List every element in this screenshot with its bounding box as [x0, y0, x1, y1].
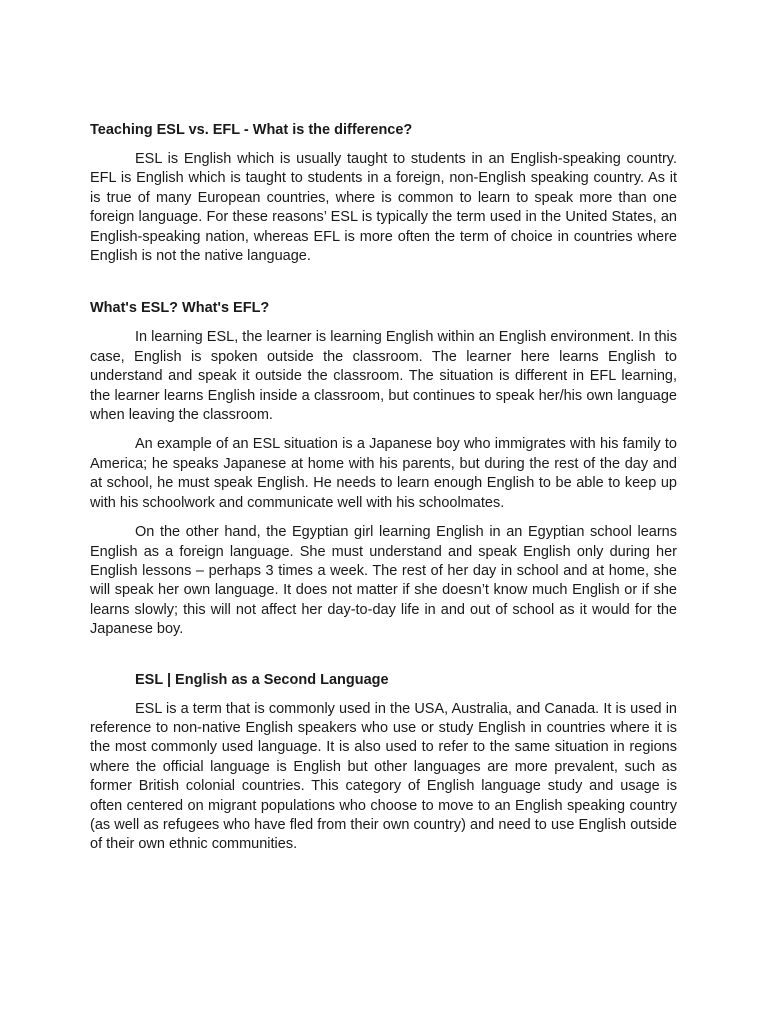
paragraph-esl-usage: ESL is a term that is commonly used in the USA, Australia, and Canada. It is used in reference to non-native English speakers who use or study English in countries where it is the most commonly used language. It is also used to refer to the same situation in regions where the official language is English but other languages are more prevalent, such as former British colonial countries. This category of English language study and usage is often centered on migrant populations who choose to move to an English speaking country (as well as refugees who have fled from their own country) and need to use English outside of their own ethnic communities. — [90, 700, 677, 853]
heading-whats-esl-efl: What's ESL? What's EFL? — [90, 300, 270, 317]
heading-esl-second-language: ESL | English as a Second Language — [135, 671, 389, 688]
paragraph-learning-environment: In learning ESL, the learner is learning English within an English environment. In this case, English is spoken outside the classroom. The learner here learns English to understand and speak it outside the classroom. The situation is different in EFL learning, the learner learns English inside a classroom, but continues to speak her/his own language when leaving the classroom. — [90, 329, 677, 424]
paragraph-esl-example: An example of an ESL situation is a Japanese boy who immigrates with his family to America; he speaks Japanese at home with his parents, but during the rest of the day and at school, he must speak English. He needs to learn enough English to be able to keep up with his schoolwork and communicate well with his schoolmates. — [90, 436, 677, 511]
paragraph-esl-efl-definition: ESL is English which is usually taught to students in an English-speaking country. EFL is English which is taught to students in a foreign, non-English speaking country. As it is true of many European countries, where is common to learn to speak more than one foreign language. For these reasons’ ESL is typically the term used in the United States, an English-speaking nation, whereas EFL is more often the term of choice in countries where English is not the native language. — [90, 151, 677, 265]
paragraph-efl-example: On the other hand, the Egyptian girl learning English in an Egyptian school learns English as a foreign language. She must understand and speak English only during her English lessons – perhaps 3 times a week. The rest of her day in school and at home, she will speak her own language. It does not matter if she doesn’t know much English or if she learns slowly; this will not affect her day-to-day life in and out of school as it would for the Japanese boy. — [90, 524, 677, 638]
document-page — [90, 118, 677, 855]
heading-esl-vs-efl: Teaching ESL vs. EFL - What is the difference? — [90, 122, 413, 138]
